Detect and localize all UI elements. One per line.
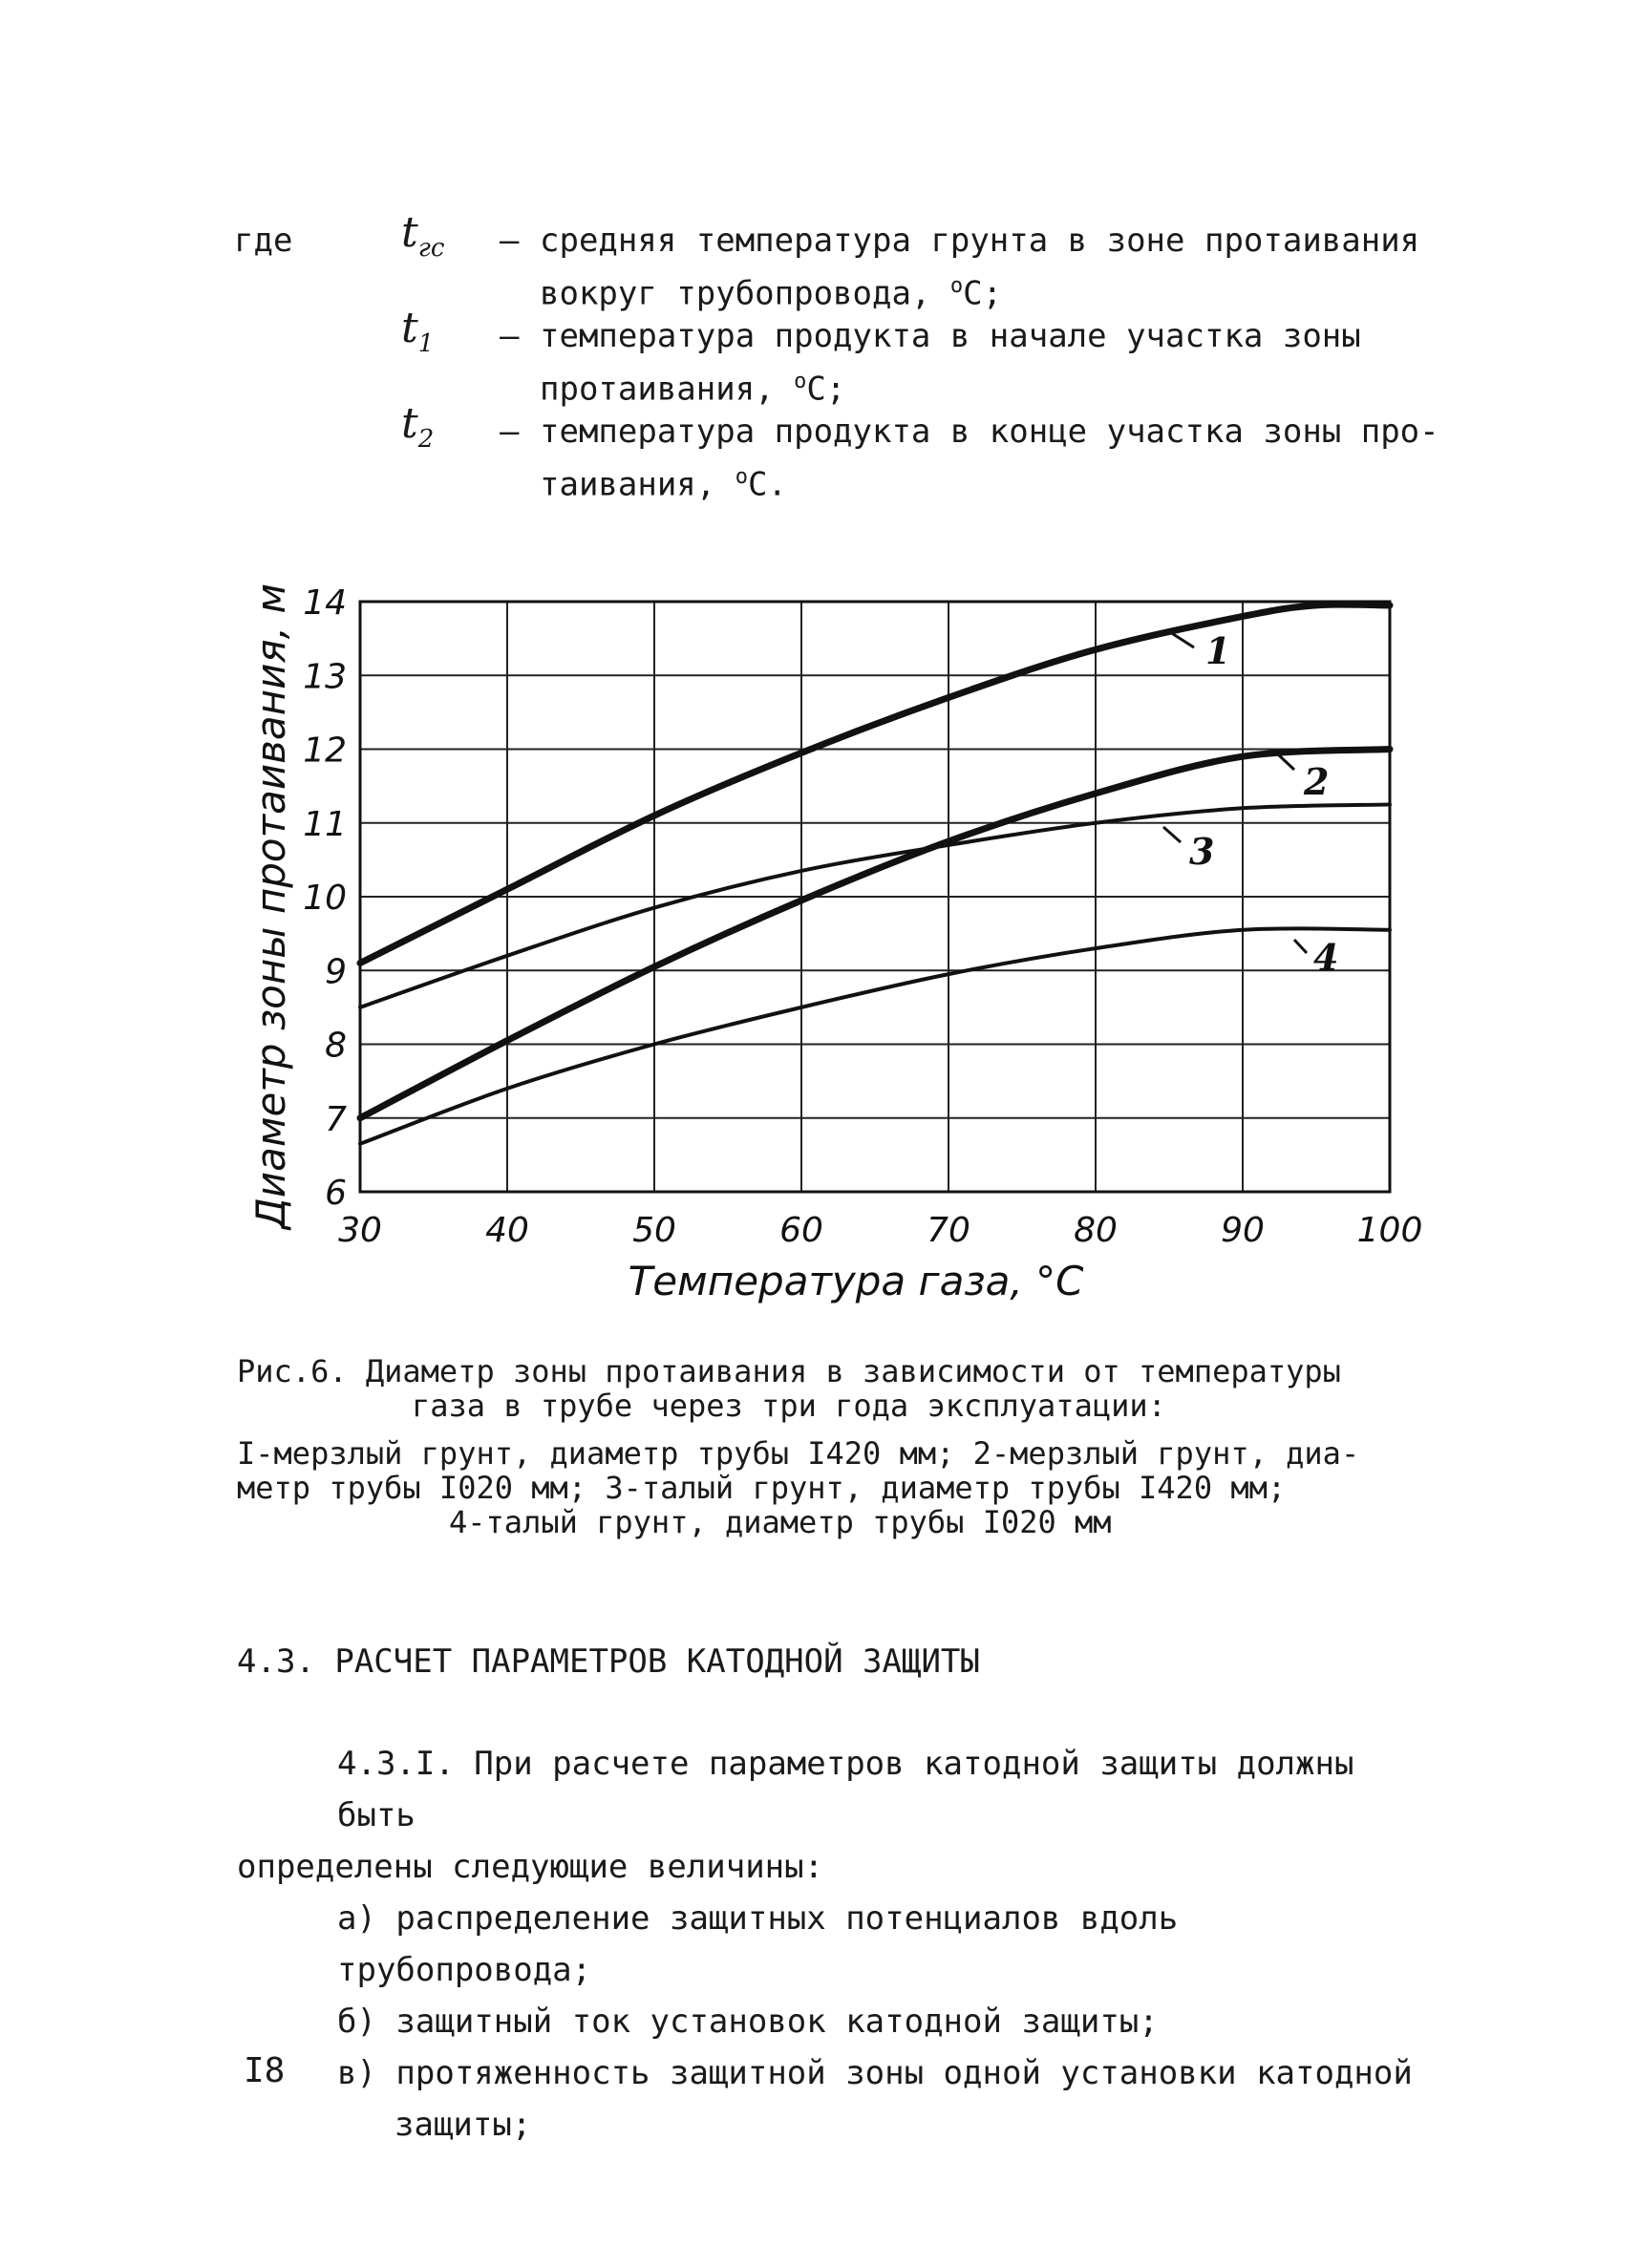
list-item-continuation: защиты; [394,2106,532,2144]
symbol: $t_1$ [401,304,435,358]
curve-leader-1 [1170,632,1194,647]
list-item: б) защитный ток установок катодной защиты; [337,2003,1159,2041]
chart-curves [360,604,1390,1144]
chart-grid [360,602,1390,1192]
x-tick-label: 100 [1356,1211,1423,1250]
caption-line: 4-талый грунт, диаметр трубы I020 мм [449,1504,1112,1540]
list-item: в) протяженность защитной зоны одной установки катодной [337,2054,1413,2092]
y-tick-label: 10 [303,879,347,918]
caption-line: Рис.6. Диаметр зоны протаивания в зависимости от температуры [237,1353,1341,1389]
dash: – [500,317,520,355]
x-tick-label: 60 [779,1211,823,1250]
series-line-2 [360,750,1390,1118]
definition-text: температура продукта в начале участка зоны протаивания, $^о$С; [540,317,1361,409]
section-title: 4.3. РАСЧЕТ ПАРАМЕТРОВ КАТОДНОЙ ЗАЩИТЫ [237,1643,980,1681]
definition-text: температура продукта в конце участка зоны про- таивания, $^о$С. [540,413,1439,504]
y-tick-label: 11 [303,804,347,844]
x-tick-label: 80 [1074,1211,1118,1250]
symbol: $t_2$ [401,399,435,454]
y-tick-label: 6 [325,1174,347,1213]
section-paragraph [237,1738,1440,2151]
x-axis-title: Температура газа, °С [628,1258,1084,1304]
x-tick-label: 30 [338,1211,382,1250]
curve-leader-3 [1163,827,1181,842]
y-axis-title: Диаметр зоны протаивания, м [247,583,294,1230]
curve-label-3: 3 [1189,830,1215,873]
x-tick-label: 90 [1221,1211,1265,1250]
curve-leader-4 [1294,940,1307,953]
curve-label-4: 4 [1313,936,1339,979]
page-number: I8 [244,2051,286,2090]
chart-labels [247,583,1422,1304]
curve-label-2: 2 [1304,760,1330,803]
definition-text: средняя температура грунта в зоне протаивания вокруг трубопровода, $^о$С; [540,222,1420,313]
curve-leader-2 [1278,754,1294,770]
y-tick-label: 12 [303,731,347,771]
curve-label-1: 1 [1205,629,1231,672]
list-item: а) распределение защитных потенциалов вдоль трубопровода; [337,1899,1179,1989]
dash: – [500,222,520,260]
paragraph-line: 4.3.I. При расчете параметров катодной защиты должны быть [337,1745,1354,1834]
y-tick-label: 14 [303,583,347,623]
y-tick-label: 13 [303,657,347,697]
x-tick-label: 50 [632,1211,676,1250]
caption-line: метр трубы I020 мм; 3-талый грунт, диаметр трубы I420 мм; [237,1470,1287,1506]
caption-line: газа в трубе через три года эксплуатации: [412,1388,1166,1424]
y-tick-label: 7 [325,1099,347,1139]
y-tick-label: 8 [325,1026,347,1066]
x-tick-label: 70 [927,1211,970,1250]
paragraph-line: определены следующие величины: [237,1848,824,1886]
where-label: где [234,222,293,260]
x-tick-label: 40 [485,1211,529,1250]
caption-line: I-мерзлый грунт, диаметр трубы I420 мм; 2-мерзлый грунт, диа- [237,1435,1360,1472]
symbol: $t_{гс}$ [401,208,445,263]
series-line-1 [360,604,1390,964]
series-line-3 [360,804,1390,1007]
dash: – [500,413,520,451]
y-tick-label: 9 [325,952,347,992]
figure-caption [237,1354,1440,1539]
